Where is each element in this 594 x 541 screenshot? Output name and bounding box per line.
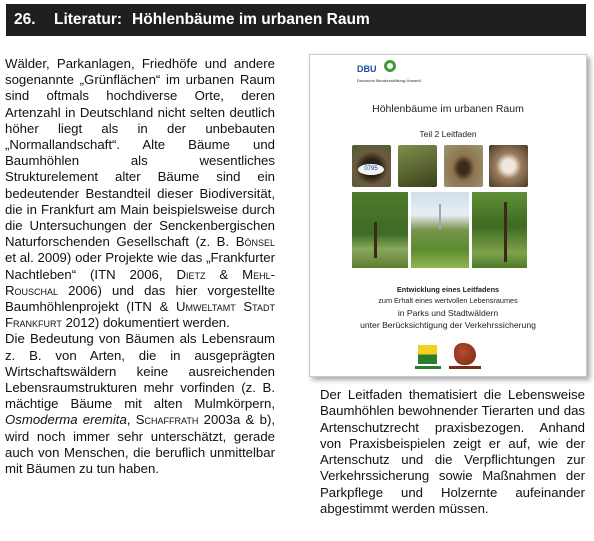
dbu-logo: DBU Deutsche Bundesstiftung Umwelt xyxy=(357,64,377,74)
paragraph-3: Der Leitfaden thematisiert die Lebensweise Baumhöhlen bewohnender Tierarten und das Artenschutzrecht praxisbezogen. Anhand von Praxisbeispielen zeigt er auf, wie der Artenschutz und die Verpflichtungen zur Verkehrssicherung sowie Maßnahmen der Parkpflege und Holzernte aufeinander abgestimmt werden müssen. xyxy=(320,387,585,517)
cover-subject: Entwicklung eines Leitfadens zum Erhalt eines wertvollen Lebensraumes xyxy=(378,285,518,305)
left-column xyxy=(5,56,275,477)
park-meadow-photo xyxy=(411,192,469,268)
city-logo-icon xyxy=(454,343,476,365)
owl-photo xyxy=(489,145,528,187)
cover-subtitle: Teil 2 Leitfaden xyxy=(419,129,477,139)
tree-tag-photo xyxy=(352,145,391,187)
section-title: Höhlenbäume im urbanen Raum xyxy=(132,11,370,28)
dbu-logo-icon xyxy=(384,60,396,72)
forest-path-photo xyxy=(472,192,527,268)
beetle-photo xyxy=(398,145,437,187)
right-column xyxy=(320,387,585,517)
park-trees-photo xyxy=(352,192,408,268)
tree-hole-photo xyxy=(444,145,483,187)
section-label: Literatur: xyxy=(54,11,123,28)
book-cover xyxy=(309,54,587,377)
cover-title: Höhlenbäume im urbanen Raum xyxy=(372,103,524,115)
section-header xyxy=(6,4,586,36)
section-number: 26. xyxy=(14,11,36,28)
paragraph-1: Wälder, Parkanlagen, Friedhöfe und andere sogenannte „Grünflächen“ im urbanen Raum sind oftmals hochdiverse Orte, deren Artenzahl in Deutschland nicht selten deutlich höher liegt als in der unbebauten „Normallandschaft“. Alte Bäume und Baumhöhlen als wesentliches Strukturelement alter Bäume sind ein bedeutender Bestandteil dieser Biodiversität, die in Frankfurt am Main beispielsweise durch die Untersuchungen der Senckenbergischen Naturforschenden Gesellschaft (z. B. Bönsel et al. 2009) oder Projekte wie das „Frankfurter Nachtleben“ (ITN 2006, Dietz & Mehl-Rouschal 2006) und das hier vorgestellte Baumhöhlenprojekt (ITN & Umweltamt Stadt Frankfurt 2012) dokumentiert werden. xyxy=(5,56,275,331)
paragraph-2: Die Bedeutung von Bäumen als Lebensraum z. B. von Arten, die in ausgeprägten Wirtschaftswäldern keine ausreichenden Lebensraumstrukturen mehr vorfinden (z. B. mächtige Bäume mit alten Mulmkörpern, Osmoderma eremita, Schaffrath 2003a & b), wird noch immer sehr unterschätzt, gerade auch von Menschen, die beruflich unmittelbar mit Bäumen zu tun haben. xyxy=(5,331,275,477)
cover-scope: in Parks und Stadtwäldern unter Berücksichtigung der Verkehrssicherung xyxy=(360,308,536,330)
tree-tag-number: 0795 xyxy=(358,164,384,175)
partner-logo-icon xyxy=(418,345,437,364)
